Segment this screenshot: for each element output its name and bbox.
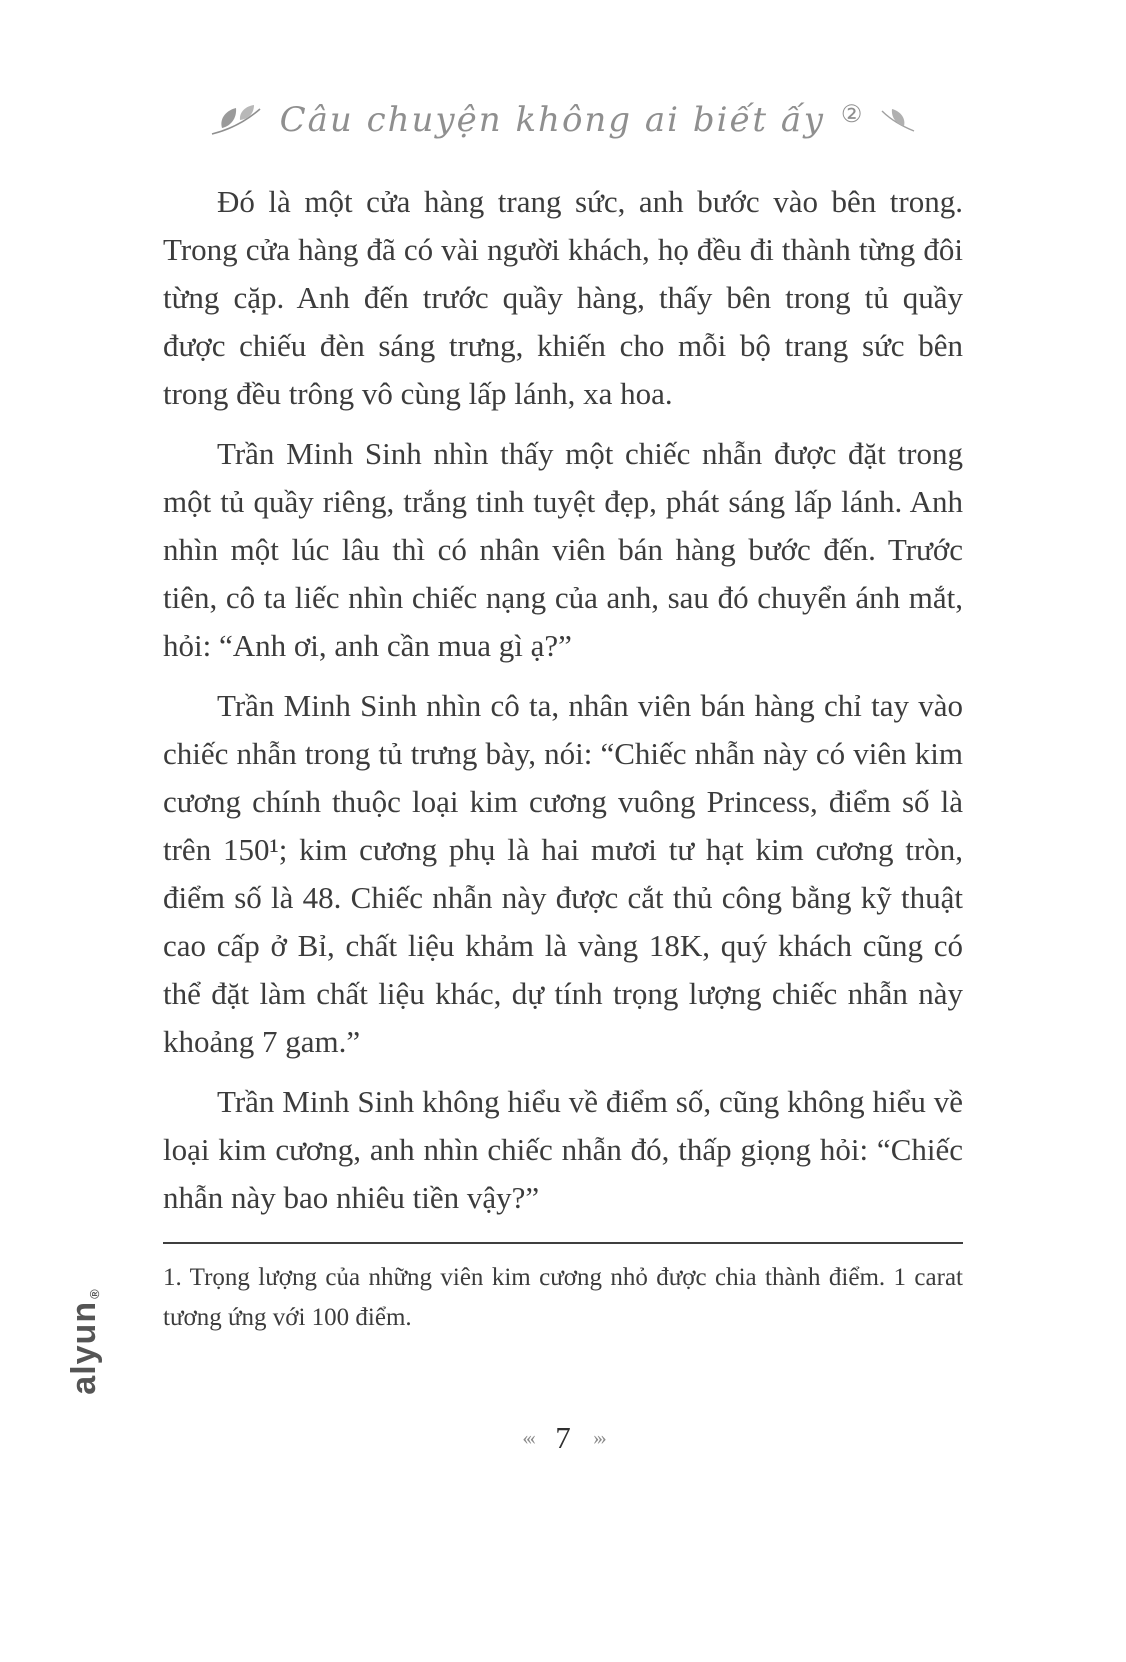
running-head [0,100,1126,140]
leaf-ornament-right-icon [878,105,918,135]
body-text [163,178,963,1350]
paragraph: Trần Minh Sinh không hiểu về điểm số, cũng không hiểu về loại kim cương, anh nhìn chiếc nhẫn đó, thấp giọng hỏi: “Chiếc nhẫn này bao nhiêu tiền vậy?” [163,1084,963,1215]
publisher-logo [62,1252,106,1432]
footnote-divider [163,1242,963,1244]
volume-badge: ② [840,101,863,128]
folio-ornament-right: ››› [592,1426,604,1449]
chapter-title: Câu chuyện không ai biết ấy [279,100,825,140]
registered-trademark-icon: ® [87,1289,102,1299]
paragraph: Trần Minh Sinh nhìn thấy một chiếc nhẫn được đặt trong một tủ quầy riêng, trắng tinh tuyệt đẹp, phát sáng lấp lánh. Anh nhìn một lúc lâu thì có nhân viên bán hàng bước đến. Trước tiên, cô ta liếc nhìn chiếc nạng của anh, sau đó chuyển ánh mắt, hỏi: “Anh ơi, anh cần mua gì ạ?” [163,436,963,663]
folio-ornament-left: ‹‹‹ [522,1426,534,1449]
leaf-ornament-left-icon [208,101,264,139]
page-number: 7 [555,1420,571,1455]
publisher-logo-text: alyun [64,1300,103,1395]
folio [0,1420,1126,1456]
paragraph: Đó là một cửa hàng trang sức, anh bước vào bên trong. Trong cửa hàng đã có vài người khách, họ đều đi thành từng đôi từng cặp. Anh đến trước quầy hàng, thấy bên trong tủ quầy được chiếu đèn sáng trưng, khiến cho mỗi bộ trang sức bên trong đều trông vô cùng lấp lánh, xa hoa. [163,184,963,411]
paragraph: Trần Minh Sinh nhìn cô ta, nhân viên bán hàng chỉ tay vào chiếc nhẫn trong tủ trưng bày, nói: “Chiếc nhẫn này có viên kim cương chính thuộc loại kim cương vuông Princess, điểm số là trên 150¹; kim cương phụ là hai mươi tư hạt kim cương tròn, điểm số là 48. Chiếc nhẫn này được cắt thủ công bằng kỹ thuật cao cấp ở Bỉ, chất liệu khảm là vàng 18K, quý khách cũng có thể đặt làm chất liệu khác, dự tính trọng lượng chiếc nhẫn này khoảng 7 gam.” [163,688,963,1059]
footnote-text: 1. Trọng lượng của những viên kim cương nhỏ được chia thành điểm. 1 carat tương ứng với 100 điểm. [163,1264,963,1331]
